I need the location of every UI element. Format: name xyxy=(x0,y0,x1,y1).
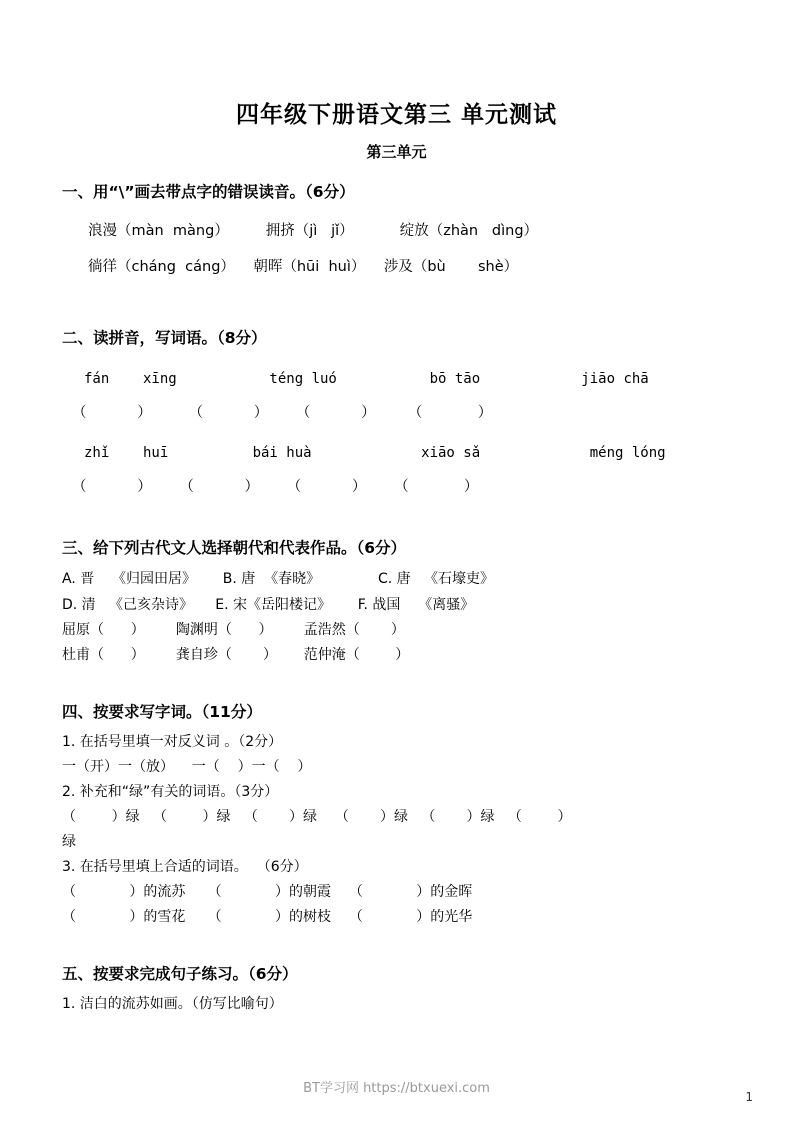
section-five-q1: 1. 洁白的流苏如画。（仿写比喻句） xyxy=(62,996,283,1012)
section-two-bracket-row-1: （ ） （ ） （ ） （ ） xyxy=(72,405,493,421)
section-four-q3-line-2: （ ）的雪花 （ ）的树枝 （ ）的光华 xyxy=(62,909,473,925)
section-one-row-1: 浪漫（màn màng） 拥挤（jì jǐ） 绽放（zhàn dìng） xyxy=(88,223,539,239)
section-two xyxy=(62,326,731,504)
section-one-heading: 一、用“\”画去带点字的错误读音。（6分） xyxy=(62,183,355,201)
page-subtitle: 第三单元 xyxy=(366,143,427,161)
section-two-pinyin-row-2: zhǐ huī bái huà xiāo sǎ méng lóng xyxy=(84,445,666,461)
section-four-q2-answer-line: （ ）绿 （ ）绿 （ ）绿 （ ）绿 （ ）绿 （ ） xyxy=(62,809,572,825)
section-four-q3-line-1: （ ）的流苏 （ ）的朝霞 （ ）的金晖 xyxy=(62,884,473,900)
section-three xyxy=(62,536,731,668)
section-two-bracket-row-2: （ ） （ ） （ ） （ ） xyxy=(72,479,479,495)
section-three-names-2: 杜甫（ ） 龚自珍（ ） 范仲淹（ ） xyxy=(62,647,410,663)
section-four-q1: 1. 在括号里填一对反义词 。（2分） xyxy=(62,734,283,750)
section-one xyxy=(62,180,731,282)
page-title: 四年级下册语文第三 单元测试 xyxy=(235,102,557,128)
section-one-row-2: 徜徉（cháng cáng） 朝晖（hūi huì） 涉及（bù shè） xyxy=(88,259,519,275)
section-four-q2-answer-line-wrap: 绿 xyxy=(62,834,76,850)
section-five xyxy=(62,962,731,1017)
footer-watermark: BT学习网 https://btxuexi.com xyxy=(303,1081,490,1096)
section-four-q2: 2. 补充和“绿”有关的词语。（3分） xyxy=(62,784,279,800)
section-three-options-1: A. 晋 《归园田居》 B. 唐 《春晓》 C. 唐 《石壕吏》 xyxy=(62,571,495,587)
section-four-q1-answer-line: 一（开）一（放） 一（ ）一（ ） xyxy=(62,759,312,775)
section-four xyxy=(62,700,731,930)
section-two-pinyin-row-1: fán xīng téng luó bō tāo jiāo chā xyxy=(84,371,649,387)
section-four-heading: 四、按要求写字词。（11分） xyxy=(62,703,262,721)
section-four-q3: 3. 在括号里填上合适的词语。 （6分） xyxy=(62,859,308,875)
section-five-heading: 五、按要求完成句子练习。（6分） xyxy=(62,965,298,983)
section-three-heading: 三、给下列古代文人选择朝代和代表作品。（6分） xyxy=(62,539,407,557)
section-two-heading: 二、读拼音，写词语。（8分） xyxy=(62,329,267,347)
page-number: 1 xyxy=(745,1090,753,1104)
section-three-names-1: 屈原（ ） 陶渊明（ ） 孟浩然（ ） xyxy=(62,622,405,638)
section-three-options-2: D. 清 《己亥杂诗》 E. 宋《岳阳楼记》 F. 战国 《离骚》 xyxy=(62,597,475,613)
